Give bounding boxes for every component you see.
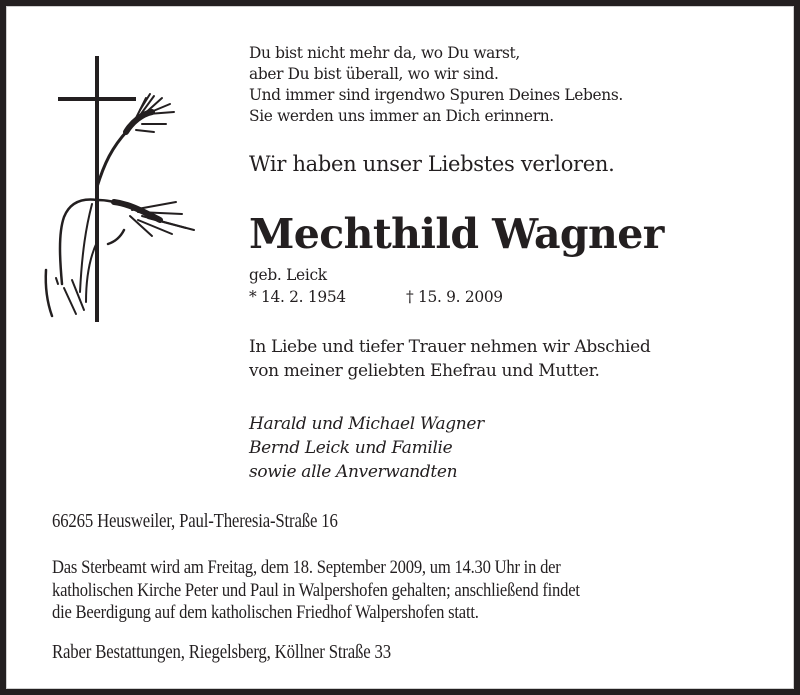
undertaker-info [52,642,446,664]
poem-line: Du bist nicht mehr da, wo Du warst, [249,44,520,62]
farewell-line: von meiner geliebten Ehefrau und Mutter. [249,361,600,381]
intro-line: Wir haben unser Liebstes verloren. [249,152,615,176]
family-address [52,511,384,533]
farewell-text [249,335,650,383]
poem-line: Und immer sind irgendwo Spuren Deines Lebens. [249,86,623,104]
mourners-list [249,412,484,484]
address-text: 66265 Heusweiler, Paul-Theresia-Straße 16 [52,511,338,532]
poem-line: Sie werden uns immer an Dich erinnern. [249,107,554,125]
mourner: Bernd Leick und Familie [249,438,453,458]
farewell-line: In Liebe und tiefer Trauer nehmen wir Abschied [249,337,651,357]
birth-name: geb. Leick [249,266,327,284]
service-line: Das Sterbeamt wird am Freitag, dem 18. September 2009, um 14.30 Uhr in der [52,557,561,578]
deceased-name: Mechthild Wagner [249,210,664,258]
mourner: Harald und Michael Wagner [249,414,484,434]
undertaker-text: Raber Bestattungen, Riegelsberg, Köllner Straße 33 [52,642,391,663]
death-date: † 15. 9. 2009 [406,288,503,306]
funeral-service-info [52,557,666,625]
mourner: sowie alle Anverwandten [249,462,458,482]
service-line: die Beerdigung auf dem katholischen Friedhof Walpershofen statt. [52,602,479,623]
poem-line: aber Du bist überall, wo wir sind. [249,65,499,83]
birth-date: * 14. 2. 1954 [249,288,346,306]
cross-with-wheat-icon [42,52,202,324]
service-line: katholischen Kirche Peter und Paul in Walpershofen gehalten; anschließend findet [52,579,580,601]
life-dates [249,288,503,306]
poem [249,43,623,127]
